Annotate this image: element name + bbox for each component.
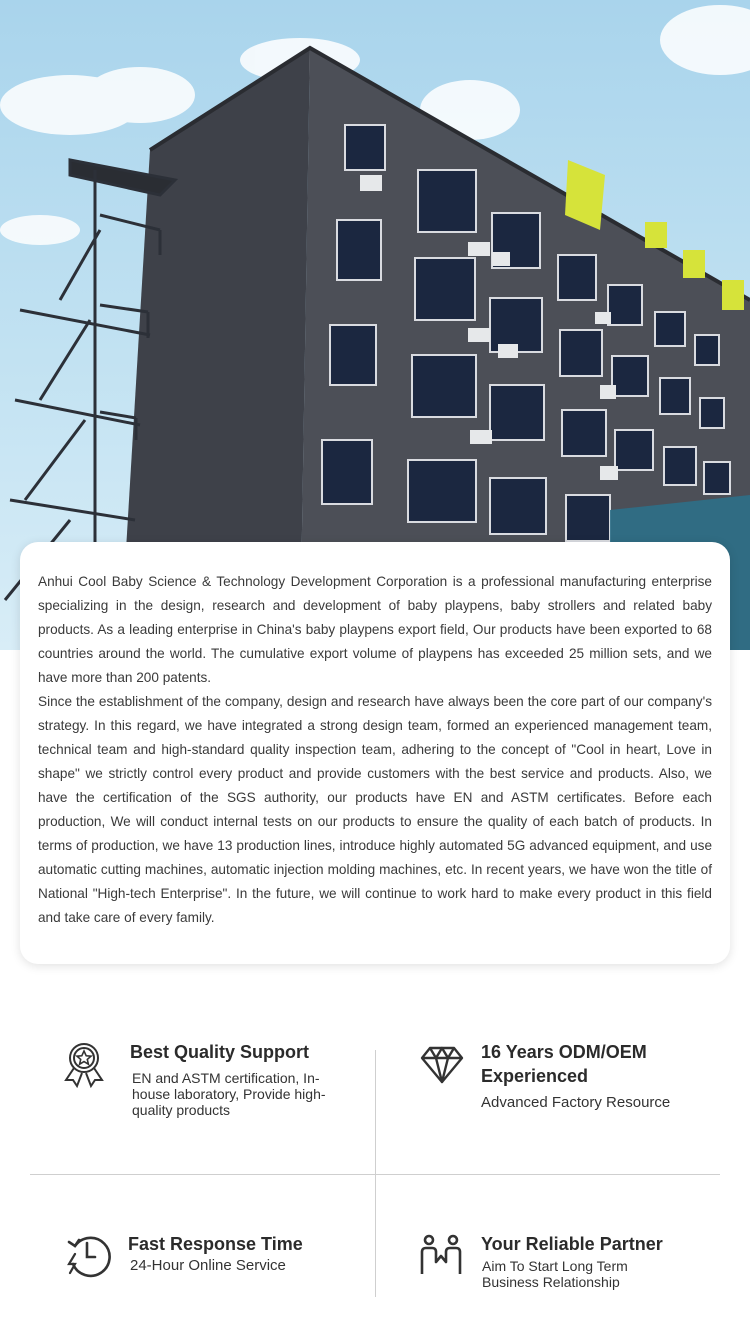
feature-desc: 24-Hour Online Service xyxy=(130,1257,286,1274)
feature-desc: Aim To Start Long Term Business Relationship xyxy=(482,1258,628,1290)
award-badge-icon xyxy=(62,1040,110,1088)
feature-title: 16 Years ODM/OEM Experienced xyxy=(481,1042,647,1086)
about-paragraph-1: Anhui Cool Baby Science & Technology Development Corporation is a professional manufacturing enterprise specializing in the design, research and development of baby playpens, baby strollers and related baby products. As a leading enterprise in China's baby playpens export field, Our products have been exported to 68 countries around the world. The cumulative export volume of playpens has exceeded 25 million sets, and we have more than 200 patents. xyxy=(38,574,712,685)
feature-experience xyxy=(418,1040,718,1160)
feature-title: Best Quality Support xyxy=(130,1042,310,1062)
about-paragraph-2: Since the establishment of the company, design and research have always been the core part of our company's strategy. In this regard, we have integrated a strong design team, formed an experienced management team, technical team and high-standard quality inspection team, adhering to the concept of "Cool in heart, Love in shape" we strictly control every product and provide customers with the best service and products. Also, we have the certification of the SGS authority, our products have EN and ASTM certificates. Before each production, We will conduct internal tests on our products to ensure the quality of each batch of products. In terms of production, we have 13 production lines, introduce highly automated 5G advanced equipment, and use automatic cutting machines, automatic injection molding machines, etc. In recent years, we have won the title of National "High-tech Enterprise". In the future, we will continue to work hard to make every product in this field and take care of every family. xyxy=(38,694,712,925)
diamond-icon xyxy=(418,1040,466,1088)
feature-desc: Advanced Factory Resource xyxy=(481,1094,671,1111)
partners-icon xyxy=(418,1232,466,1280)
fast-clock-icon xyxy=(65,1232,113,1280)
horizontal-divider xyxy=(30,1174,720,1175)
features-grid xyxy=(30,1010,720,1300)
about-card xyxy=(20,542,730,964)
feature-desc: EN and ASTM certification, In-house laboratory, Provide high-quality products xyxy=(132,1070,326,1118)
feature-partner xyxy=(418,1232,718,1292)
feature-response xyxy=(65,1232,365,1292)
feature-quality xyxy=(62,1040,362,1160)
feature-title: Your Reliable Partner xyxy=(481,1234,663,1254)
feature-title: Fast Response Time xyxy=(128,1234,303,1254)
